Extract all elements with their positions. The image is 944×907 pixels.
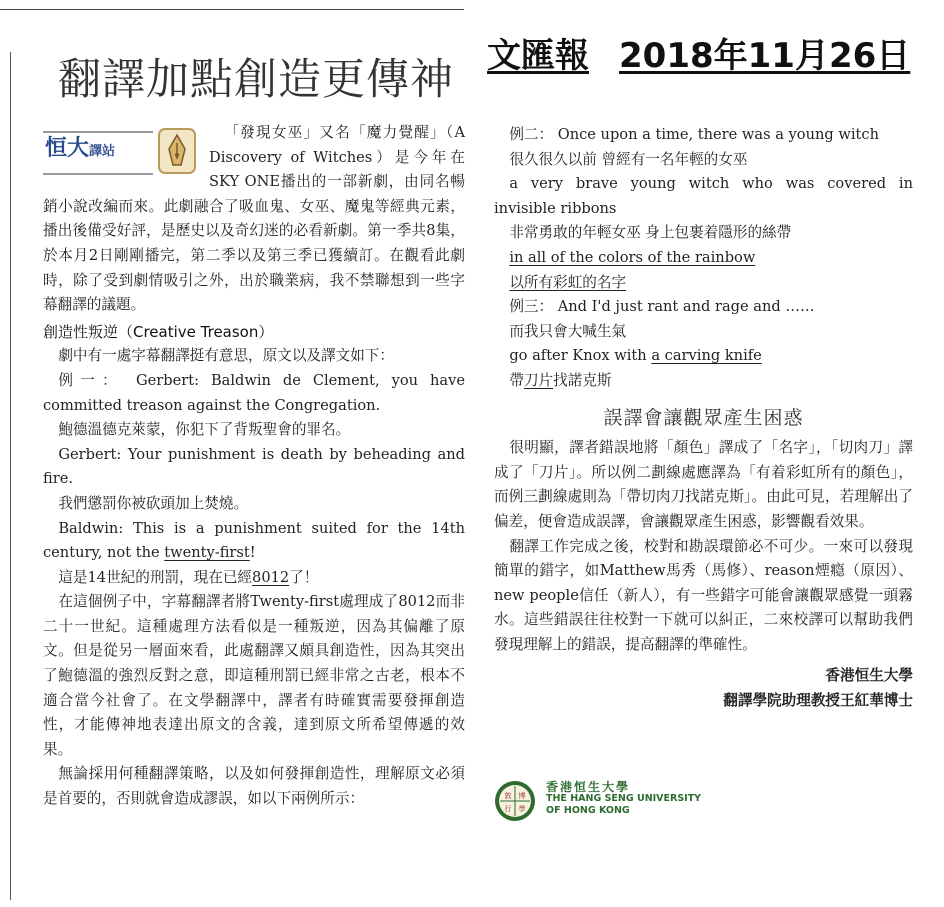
- column-logo: [43, 121, 199, 193]
- right-column: [494, 123, 913, 713]
- example-3-line: [494, 344, 913, 369]
- text: Baldwin: This is a punishment suited for the 14th century, not the: [43, 519, 465, 562]
- logo-rule-bottom: [43, 173, 153, 175]
- example-3-translation: 而我只會大喊生氣: [509, 322, 627, 340]
- column-name-small: 譯站: [89, 144, 116, 159]
- example-1-line: 例一： Gerbert: Baldwin de Clement, you have committed treason against the Congregation.: [43, 371, 465, 414]
- example-2-translation: 非常勇敢的年輕女巫 身上包裹着隱形的絲帶: [509, 224, 792, 242]
- seal-char: 博: [518, 792, 526, 800]
- example-2-line: 例二： Once upon a time, there was a young witch: [509, 126, 879, 143]
- text: 帶: [509, 371, 524, 389]
- paragraph: 無論採用何種翻譯策略，以及如何發揮創造性，理解原文必須是首要的，否則就會造成謬誤，如以下兩例所示：: [43, 765, 465, 808]
- section-title-mistranslation: 誤譯會讓觀眾產生困惑: [603, 406, 804, 429]
- example-2-translation: [494, 271, 913, 296]
- university-name: [546, 781, 701, 817]
- example-1-line: Gerbert: Your punishment is death by beheading and fire.: [43, 445, 465, 488]
- underlined-text: in all of the colors of the rainbow: [509, 248, 756, 266]
- example-2-line: a very brave young witch who was covered in invisible ribbons: [494, 175, 913, 217]
- example-3-translation: [494, 369, 913, 394]
- university-name-en-1: THE HANG SENG UNIVERSITY: [546, 793, 702, 804]
- top-rule: [0, 9, 464, 10]
- seal-char: 敦: [504, 792, 512, 800]
- underlined-text: 刀片: [523, 371, 554, 389]
- column-name: [45, 137, 115, 165]
- subheading-creative-treason: 創造性叛逆（Creative Treason）: [43, 322, 274, 341]
- example-2-translation: 很久很久以前 曾經有一名年輕的女巫: [509, 150, 748, 168]
- university-name-en-2: OF HONG KONG: [546, 805, 630, 816]
- left-rule: [10, 52, 11, 900]
- left-column: [43, 121, 465, 812]
- underlined-text: a carving knife: [651, 347, 762, 365]
- column-name-big: 恒大: [45, 136, 90, 161]
- underlined-text: twenty-first: [164, 544, 250, 562]
- newspaper-name: 文匯報: [487, 36, 589, 76]
- example-1-translation: [43, 566, 465, 591]
- text: go after Knox with: [509, 347, 652, 365]
- underlined-text: 以所有彩虹的名字: [509, 273, 627, 291]
- logo-rule-top: [43, 131, 153, 133]
- text: 了！: [289, 568, 319, 586]
- seal-char: 行: [504, 805, 512, 813]
- example-1-translation: 我們懲罰你被砍頭加上焚燒。: [58, 494, 249, 512]
- example-1-line: [43, 517, 465, 566]
- university-logo: [494, 778, 754, 826]
- text: 這是14世紀的刑罰，現在已經: [58, 568, 253, 586]
- university-seal-icon: [494, 780, 536, 822]
- signature-author: 翻譯學院助理教授王紅華博士: [723, 692, 913, 710]
- text: 找諾克斯: [553, 371, 612, 389]
- intro-paragraph: 「發現女巫」又名「魔力覺醒」（A Discovery of Witches）是今年在SKY ONE播出的一部新劇，由同名暢銷小說改編而來。此劇融合了吸血鬼、女巫、魔鬼等經典元素，播出後備受好評，是歷史以及奇幻迷的必看新劇。第一季共8集，於本月2日剛剛播完，第二季以及第三季已獲續訂。在觀看此劇時，除了受到劇情吸引之外，出於職業病，我不禁聯想到一些字幕翻譯的議題。: [43, 124, 465, 314]
- underlined-text: 8012: [252, 568, 290, 586]
- publication-date: 2018年11月26日: [619, 36, 911, 76]
- signature-organization: 香港恒生大學: [825, 667, 913, 685]
- example-2-line: [494, 246, 913, 271]
- text: !: [249, 544, 256, 562]
- seal-char: 學: [518, 805, 526, 813]
- paragraph: 翻譯工作完成之後，校對和勘誤環節必不可少。一來可以發現簡單的錯字，如Matthew馬秀（馬修）、reason煙瘾（原因）、new people信任（新人），有一些錯字可能會讓觀眾感覺一頭霧水。這些錯誤往往校對一下就可以糾正，二來校譯可以幫助我們發現理解上的錯誤，提高翻譯的準確性。: [494, 537, 913, 653]
- example-1-translation: 鮑德溫德克萊蒙，你犯下了背叛聖會的罪名。: [58, 421, 351, 439]
- pen-nib-icon: [157, 125, 197, 177]
- university-name-zh: 香港恒生大學: [546, 780, 631, 794]
- headline: 翻譯加點創造更傳神: [58, 55, 454, 105]
- paragraph: 劇中有一處字幕翻譯挺有意思，原文以及譯文如下：: [58, 347, 394, 365]
- example-3-line: 例三： And I'd just rant and rage and ……: [509, 298, 815, 316]
- masthead: [487, 28, 910, 77]
- paragraph: 在這個例子中，字幕翻譯者將Twenty-first處理成了8012而非二十一世紀。這種處理方法看似是一種叛逆，因為其偏離了原文。但是從另一層面來看，此處翻譯又頗具創造性，因為其突出了鮑德溫的強烈反對之意，即這種刑罰已經非常之古老，根本不適合當今社會了。在文學翻譯中，譯者有時確實需要發揮創造性，才能傳神地表達出原文的含義，達到原文所希望傳遞的效果。: [43, 593, 465, 758]
- paragraph: 很明顯，譯者錯誤地將「顏色」譯成了「名字」，「切肉刀」譯成了「刀片」。所以例二劃線處應譯為「有着彩虹所有的顏色」，而例三劃線處則為「帶切肉刀找諾克斯」。由此可見，若理解出了偏差，便會造成誤譯，會讓觀眾產生困惑，影響觀看效果。: [494, 439, 913, 530]
